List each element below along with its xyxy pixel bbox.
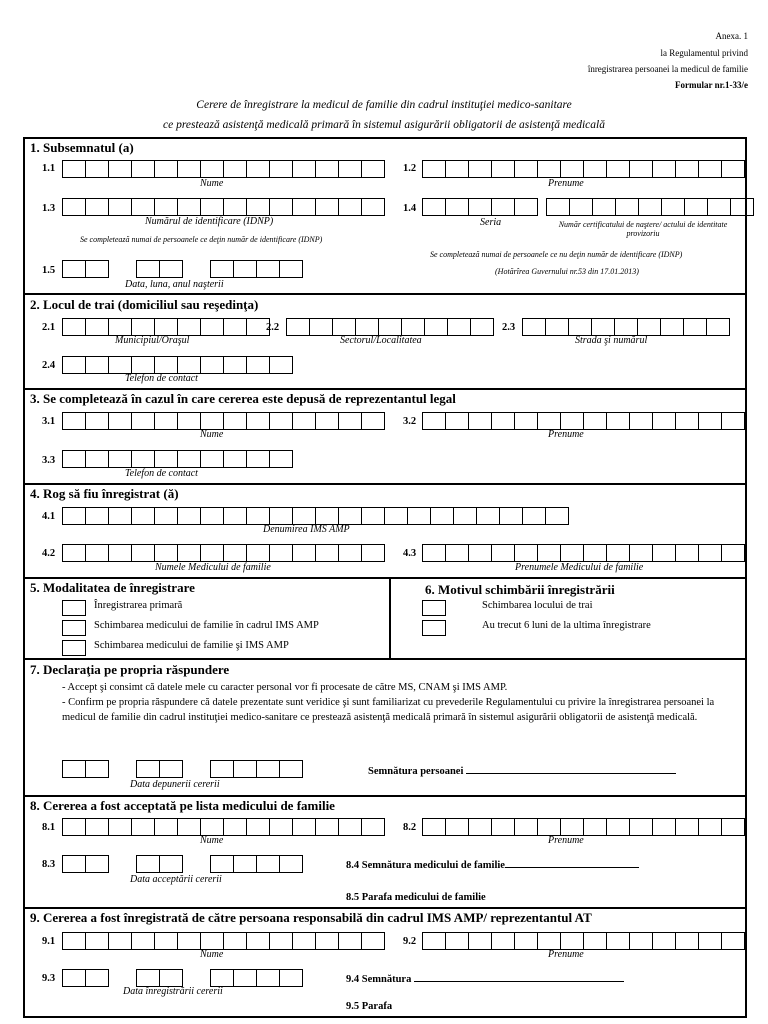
s4-medic-nume-label: Numele Medicului de familie bbox=[155, 562, 271, 573]
field-number: 9.1 bbox=[42, 936, 56, 947]
s9-prenume-label: Prenume bbox=[548, 949, 584, 960]
s9-prenume-boxes[interactable] bbox=[422, 932, 744, 950]
s8-doctor-stamp bbox=[346, 892, 486, 903]
s5-option-1-label: Înregistrarea primară bbox=[94, 600, 183, 611]
s7-date-label: Data depunerii cererii bbox=[130, 779, 220, 790]
s8-signature-label: Semnătura medicului de familie bbox=[361, 860, 505, 871]
field-number: 4.1 bbox=[42, 511, 56, 522]
s2-municipiu-label: Municipiul/Oraşul bbox=[115, 335, 190, 346]
divider bbox=[25, 293, 745, 295]
divider bbox=[25, 388, 745, 390]
s8-date-month-boxes[interactable] bbox=[136, 855, 182, 873]
field-number: 4.3 bbox=[403, 548, 417, 559]
divider bbox=[25, 795, 745, 797]
field-number: 1.5 bbox=[42, 265, 56, 276]
annex-label: Anexa. 1 bbox=[715, 31, 748, 41]
field-number: 2.4 bbox=[42, 360, 56, 371]
s9-signature[interactable] bbox=[346, 971, 624, 985]
s8-nume-boxes[interactable] bbox=[62, 818, 384, 836]
s8-doctor-signature[interactable] bbox=[346, 857, 639, 871]
s5-option-3-label: Schimbarea medicului de familie şi IMS AMP bbox=[94, 640, 289, 651]
s7-date-year-boxes[interactable] bbox=[210, 760, 302, 778]
field-number: 2.2 bbox=[266, 322, 280, 333]
field-number: 9.4 bbox=[346, 974, 360, 985]
s2-strada-boxes[interactable] bbox=[522, 318, 729, 336]
s8-nume-label: Nume bbox=[200, 835, 224, 846]
s7-consent-text: - Accept şi consimt că datele mele cu caracter personal vor fi procesate de către MS, CNAM şi IMS AMP. bbox=[62, 682, 508, 693]
field-number: 2.3 bbox=[502, 322, 516, 333]
s8-date-year-boxes[interactable] bbox=[210, 855, 302, 873]
field-number: 1.4 bbox=[403, 203, 417, 214]
s2-strada-label: Strada şi numărul bbox=[575, 335, 648, 346]
s5-option-3-checkbox[interactable] bbox=[62, 640, 86, 656]
s2-sector-label: Sectorul/Localitatea bbox=[340, 335, 422, 346]
section-2-heading: 2. Locul de trai (domiciliul sau reşedinţa) bbox=[30, 297, 259, 312]
s1-birth-day-boxes[interactable] bbox=[62, 260, 108, 278]
s7-signature-label: Semnătura persoanei bbox=[368, 766, 464, 777]
s9-date-year-boxes[interactable] bbox=[210, 969, 302, 987]
section-1-heading: 1. Subsemnatul (a) bbox=[30, 140, 134, 155]
s8-date-day-boxes[interactable] bbox=[62, 855, 108, 873]
s1-prenume-label: Prenume bbox=[548, 178, 584, 189]
s5-option-2-label: Schimbarea medicului de familie în cadrul IMS AMP bbox=[94, 620, 319, 631]
s3-telefon-label: Telefon de contact bbox=[125, 468, 198, 479]
s7-date-day-boxes[interactable] bbox=[62, 760, 108, 778]
divider bbox=[25, 658, 745, 660]
field-number: 8.1 bbox=[42, 822, 56, 833]
s8-stamp-label: Parafa medicului de familie bbox=[361, 892, 486, 903]
s7-confirm-text: - Confirm pe propria răspundere că datele prezentate sunt veridice şi sunt familiarizat cu prevederile Regulamentului cu privire la înregistrarea persoanei la medicul de familie din cadrul instituţiei medico-sanitare ce prestează asistenţă medicală primară în sistemul asigurării obligatorii de asistenţă medicală. bbox=[62, 697, 715, 723]
s9-nume-boxes[interactable] bbox=[62, 932, 384, 950]
s9-date-month-boxes[interactable] bbox=[136, 969, 182, 987]
annex-subject: înregistrarea persoanei la medicul de familie bbox=[587, 64, 748, 74]
s1-hg-note: (Hotărîrea Guvernului nr.53 din 17.01.2013) bbox=[495, 267, 639, 276]
field-number: 9.3 bbox=[42, 973, 56, 984]
s6-option-1-label: Schimbarea locului de trai bbox=[482, 600, 593, 611]
s1-cert-label: Număr certificatului de naştere/ actului de identitate provizoriu bbox=[558, 220, 728, 238]
s2-telefon-label: Telefon de contact bbox=[125, 373, 198, 384]
field-number: 1.3 bbox=[42, 203, 56, 214]
divider bbox=[389, 577, 391, 658]
section-7-heading: 7. Declaraţia pe propria răspundere bbox=[30, 662, 230, 677]
section-5-heading: 5. Modalitatea de înregistrare bbox=[30, 580, 195, 595]
s3-prenume-boxes[interactable] bbox=[422, 412, 744, 430]
form-title-line2: ce prestează asistenţă medicală primară în sistemul asigurării obligatorii de asistenţă medicală bbox=[163, 119, 605, 131]
divider bbox=[25, 907, 745, 909]
s1-idnp-note: Se completează numai de persoanele ce deţin număr de identificare (IDNP) bbox=[80, 235, 323, 244]
s9-date-day-boxes[interactable] bbox=[62, 969, 108, 987]
s2-sector-boxes[interactable] bbox=[286, 318, 493, 336]
field-number: 4.2 bbox=[42, 548, 56, 559]
section-8-heading: 8. Cererea a fost acceptată pe lista medicului de familie bbox=[30, 798, 335, 813]
field-number: 8.5 bbox=[346, 892, 360, 903]
s6-option-2-label: Au trecut 6 luni de la ultima înregistrare bbox=[482, 620, 651, 631]
s1-idnp-label: Numărul de identificare (IDNP) bbox=[145, 216, 274, 227]
s1-seria-boxes[interactable] bbox=[422, 198, 537, 216]
field-number: 2.1 bbox=[42, 322, 56, 333]
s1-birth-label: Data, luna, anul naşterii bbox=[125, 279, 224, 290]
s7-date-month-boxes[interactable] bbox=[136, 760, 182, 778]
s6-option-1-checkbox[interactable] bbox=[422, 600, 446, 616]
field-number: 3.2 bbox=[403, 416, 417, 427]
s1-birth-month-boxes[interactable] bbox=[136, 260, 182, 278]
s4-ims-boxes[interactable] bbox=[62, 507, 568, 525]
s8-prenume-boxes[interactable] bbox=[422, 818, 744, 836]
divider bbox=[25, 483, 745, 485]
s3-nume-label: Nume bbox=[200, 429, 224, 440]
s9-signature-label: Semnătura bbox=[361, 974, 412, 985]
s6-option-2-checkbox[interactable] bbox=[422, 620, 446, 636]
s1-cert-boxes[interactable] bbox=[546, 198, 753, 216]
s8-prenume-label: Prenume bbox=[548, 835, 584, 846]
field-number: 9.2 bbox=[403, 936, 417, 947]
s9-nume-label: Nume bbox=[200, 949, 224, 960]
field-number: 1.1 bbox=[42, 163, 56, 174]
field-number: 3.1 bbox=[42, 416, 56, 427]
s3-nume-boxes[interactable] bbox=[62, 412, 384, 430]
s4-medic-prenume-label: Prenumele Medicului de familie bbox=[515, 562, 644, 573]
field-number: 8.4 bbox=[346, 860, 360, 871]
s1-nume-label: Nume bbox=[200, 178, 224, 189]
s2-municipiu-boxes[interactable] bbox=[62, 318, 269, 336]
s5-option-2-checkbox[interactable] bbox=[62, 620, 86, 636]
s3-telefon-boxes[interactable] bbox=[62, 450, 292, 468]
s1-idnp-boxes[interactable] bbox=[62, 198, 384, 216]
s1-seria-label: Seria bbox=[480, 217, 502, 228]
form-title-line1: Cerere de înregistrare la medicul de familie din cadrul instituţiei medico-sanitare bbox=[196, 99, 572, 111]
s9-stamp-label: Parafa bbox=[361, 1001, 393, 1012]
field-number: 3.3 bbox=[42, 455, 56, 466]
s1-cert-note: Se completează numai de persoanele ce nu deţin număr de identificare (IDNP) bbox=[430, 250, 683, 259]
section-3-heading: 3. Se completează în cazul în care cererea este depusă de reprezentantul legal bbox=[30, 391, 456, 406]
annex-regulation: la Regulamentul privind bbox=[660, 48, 748, 58]
s1-nume-boxes[interactable] bbox=[62, 160, 384, 178]
s8-date-label: Data acceptării cererii bbox=[130, 874, 222, 885]
s9-stamp bbox=[346, 1001, 392, 1012]
section-9-heading: 9. Cererea a fost înregistrată de către persoana responsabilă din cadrul IMS AMP/ reprezentantul AT bbox=[30, 910, 592, 925]
s4-medic-prenume-boxes[interactable] bbox=[422, 544, 744, 562]
field-number: 9.5 bbox=[346, 1001, 360, 1012]
s9-date-label: Data înregistrării cererii bbox=[123, 986, 223, 997]
field-number: 1.2 bbox=[403, 163, 417, 174]
s7-signature[interactable] bbox=[368, 763, 676, 777]
divider bbox=[25, 577, 745, 579]
s3-prenume-label: Prenume bbox=[548, 429, 584, 440]
s5-option-1-checkbox[interactable] bbox=[62, 600, 86, 616]
section-6-heading: 6. Motivul schimbării înregistrării bbox=[425, 582, 615, 597]
field-number: 8.2 bbox=[403, 822, 417, 833]
s4-medic-nume-boxes[interactable] bbox=[62, 544, 384, 562]
s1-birth-year-boxes[interactable] bbox=[210, 260, 302, 278]
application-form bbox=[23, 137, 747, 1018]
s1-prenume-boxes[interactable] bbox=[422, 160, 744, 178]
form-number: Formular nr.1-33/e bbox=[675, 80, 748, 90]
section-4-heading: 4. Rog să fiu înregistrat (ă) bbox=[30, 486, 179, 501]
field-number: 8.3 bbox=[42, 859, 56, 870]
s4-ims-label: Denumirea IMS AMP bbox=[263, 524, 350, 535]
s2-telefon-boxes[interactable] bbox=[62, 356, 292, 374]
